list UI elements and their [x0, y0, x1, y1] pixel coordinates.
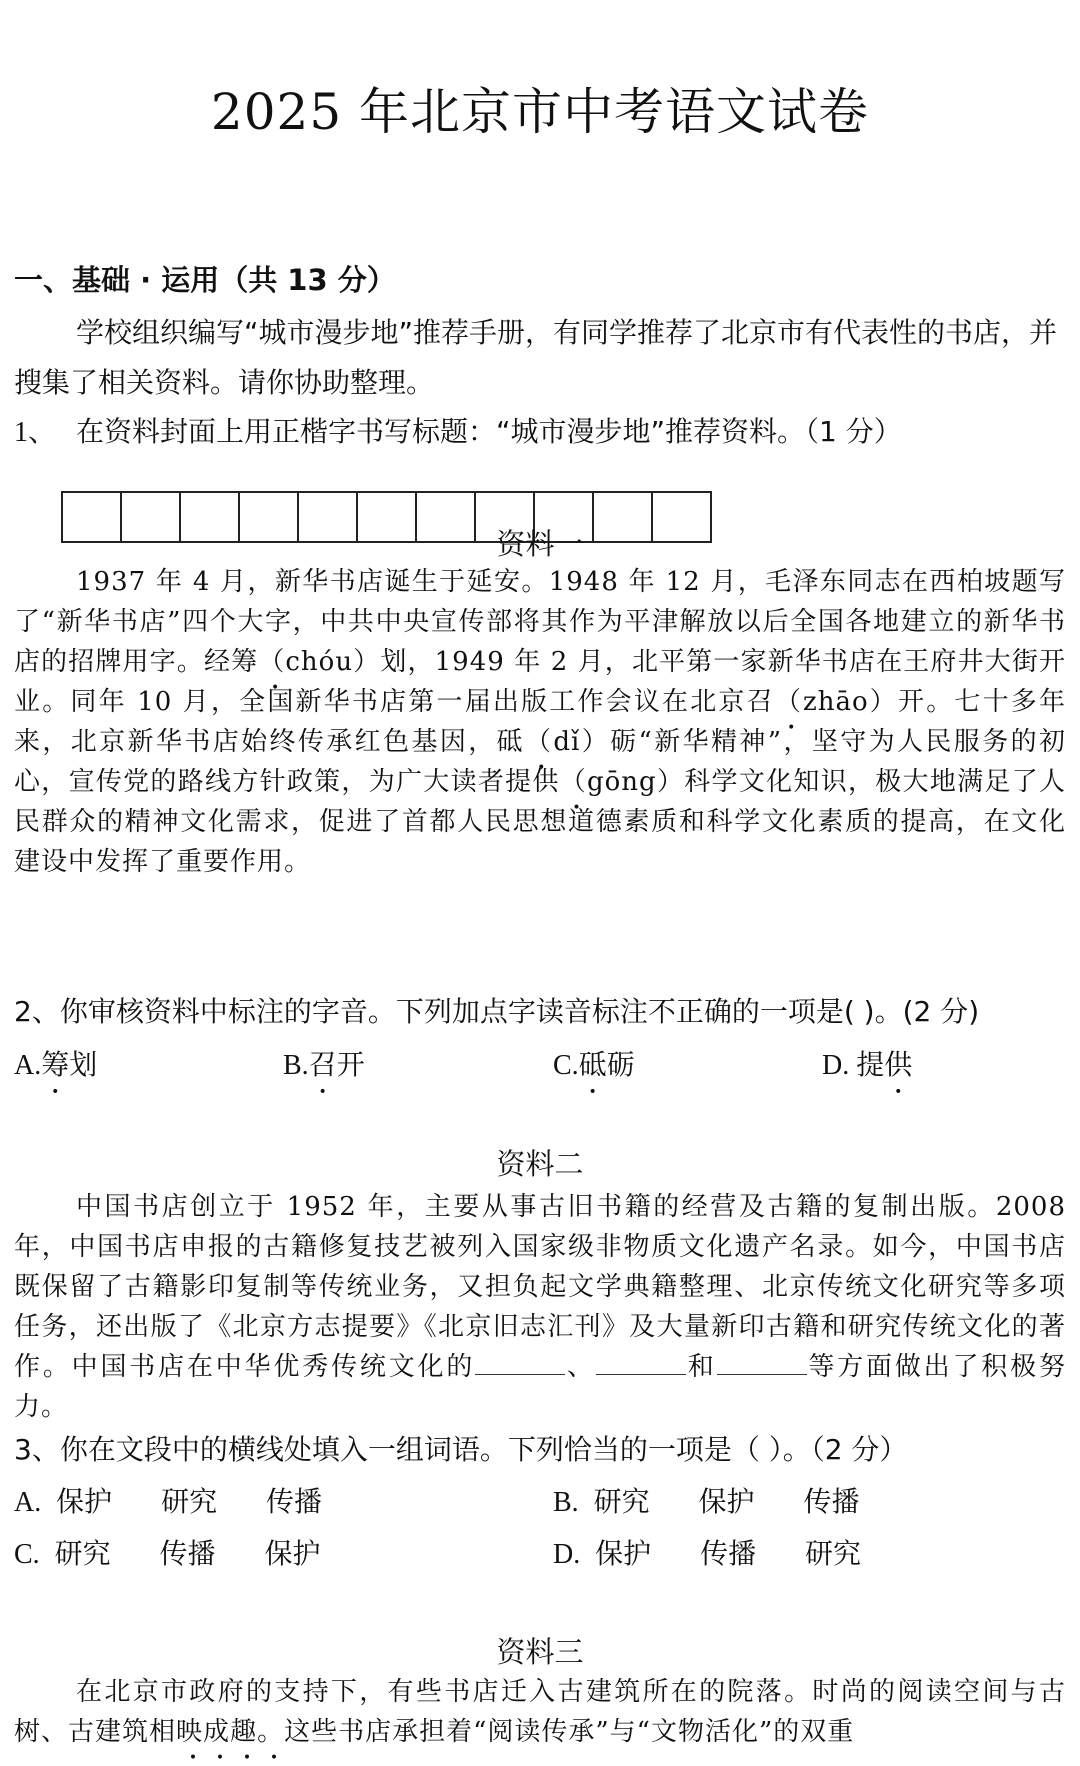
option-d[interactable]	[553, 1532, 861, 1572]
material-1-part: 科学文化知识，极大地满足了人民群众的精神文化需求，促进了首都人民思想道德素质和科学文化素质的提高，在文化建设中发挥了重要作用。	[14, 767, 1066, 877]
option-letter: B.	[553, 1487, 579, 1518]
option-letter: A.	[14, 1487, 42, 1518]
option-word: 研究	[804, 1537, 861, 1570]
option-word: 保护	[56, 1485, 113, 1518]
dotted-char: 成	[203, 1717, 231, 1747]
option-word: 研究	[161, 1485, 218, 1518]
option-word: 传播	[803, 1485, 860, 1518]
material-2-title: 资料二	[496, 1147, 584, 1181]
dotted-char: 趣	[230, 1717, 258, 1747]
option-word: 保护	[264, 1537, 321, 1570]
material-1-part: 划，1949 年 2 月，北平第一家新华书店在王府井大街开业。同年 10 月，全国新华书店第一届出版工作会议在北京	[14, 647, 1066, 717]
option-c[interactable]	[14, 1532, 320, 1572]
separator: 、	[565, 1352, 596, 1382]
dotted-char: 筹	[231, 647, 259, 677]
material-3-title: 资料三	[496, 1635, 584, 1669]
option-word: 传播	[159, 1537, 216, 1570]
dotted-char: 召	[308, 1048, 337, 1081]
dotted-char: 相	[149, 1717, 177, 1747]
dotted-phrase	[149, 1717, 257, 1747]
option-text: 开	[336, 1048, 365, 1081]
option-letter: D.	[553, 1539, 581, 1570]
option-letter: A.	[14, 1050, 42, 1081]
material-3-text	[14, 1672, 1066, 1752]
material-3-part: 。这些书店承担着“阅读传承”与“文物活化”的双重	[257, 1717, 855, 1747]
material-1-part: 1937 年 4 月，新华书店诞生于延安。1948 年 12 月，毛泽东同志在西柏坡题写了“新华书店”四个大字，中共中央宣传部将其作为平津解放以后全国各地建立的新华书店的招牌用字。经	[14, 567, 1066, 677]
fill-blank-2[interactable]	[596, 1348, 686, 1375]
question-1-text: 在资料封面上用正楷字书写标题：“城市漫步地”推荐资料。（1 分）	[76, 415, 902, 448]
option-b[interactable]	[553, 1480, 859, 1520]
fill-blank-3[interactable]	[717, 1348, 807, 1375]
dotted-char: 供	[884, 1048, 913, 1081]
option-text: 划	[69, 1048, 98, 1081]
fill-blank-1[interactable]	[475, 1348, 565, 1375]
dotted-char: 召	[746, 687, 775, 717]
option-word: 研究	[593, 1485, 650, 1518]
pinyin: （dǐ）	[525, 727, 611, 757]
question-1-number: 1、	[14, 417, 57, 448]
option-a[interactable]	[14, 1480, 322, 1520]
dotted-char: 砥	[578, 1048, 607, 1081]
option-word: 保护	[698, 1485, 755, 1518]
question-1	[14, 410, 902, 450]
dotted-char: 映	[176, 1717, 204, 1747]
option-b[interactable]	[283, 1043, 365, 1083]
option-word: 保护	[595, 1537, 652, 1570]
material-1-text	[14, 562, 1066, 882]
dotted-char: 供	[532, 767, 560, 797]
pinyin: （zhāo）	[774, 687, 899, 717]
question-3: 3、你在文段中的横线处填入一组词语。下列恰当的一项是（ ）。（2 分）	[14, 1433, 908, 1466]
pinyin: （gōng）	[559, 767, 685, 797]
material-2-text	[14, 1187, 1066, 1427]
material-1-part: 开。七十多年来，北京新华书店始终传承红色基因，	[14, 687, 1066, 757]
material-2-part: 等方面做出了积极努力。	[14, 1352, 1066, 1422]
option-letter: B.	[283, 1050, 309, 1081]
question-2: 2、你审核资料中标注的字音。下列加点字读音标注不正确的一项是( )。(2 分)	[14, 995, 980, 1028]
option-word: 传播	[265, 1485, 322, 1518]
option-text: 提	[856, 1048, 885, 1081]
material-3-part: 在北京市政府的支持下，有些书店迁入古建筑所在的院落。时尚的阅读空间与古树、古建筑	[14, 1677, 1066, 1747]
option-text: 砺	[606, 1048, 635, 1081]
option-a[interactable]	[14, 1043, 97, 1083]
material-1-title: 资料一	[496, 527, 584, 561]
option-letter: C.	[553, 1050, 579, 1081]
dotted-char: 筹	[41, 1048, 70, 1081]
pinyin: （chóu）	[258, 647, 381, 677]
separator: 和	[685, 1352, 717, 1382]
option-word: 研究	[54, 1537, 111, 1570]
page-title: 2025 年北京市中考语文试卷	[210, 83, 870, 141]
option-letter: D.	[822, 1050, 857, 1081]
option-word: 传播	[700, 1537, 757, 1570]
material-1-part: 砺“新华精神”，坚守为人民服务的初心，宣传党的路线方针政策，为广大读者提	[14, 727, 1066, 797]
section-intro: 学校组织编写“城市漫步地”推荐手册，有同学推荐了北京市有代表性的书店，并搜集了相关资料。请你协助整理。	[14, 316, 1058, 399]
dotted-char: 砥	[496, 727, 526, 757]
option-letter: C.	[14, 1539, 40, 1570]
section-heading: 一、基础 · 运用（共 13 分）	[14, 263, 396, 297]
option-d[interactable]	[822, 1043, 912, 1083]
option-c[interactable]	[553, 1043, 635, 1083]
material-2-part: 中国书店创立于 1952 年，主要从事古旧书籍的经营及古籍的复制出版。2008 年，中国书店申报的古籍修复技艺被列入国家级非物质文化遗产名录。如今，中国书店既保留了古籍影印复制等传统业务，又担负起文学典籍整理、北京传统文化研究等多项任务，还出版了《北京方志提要》《北京旧志汇刊》及大量新印古籍和研究传统文化的著作。中国书店在中华优秀传统文化的	[14, 1192, 1066, 1382]
